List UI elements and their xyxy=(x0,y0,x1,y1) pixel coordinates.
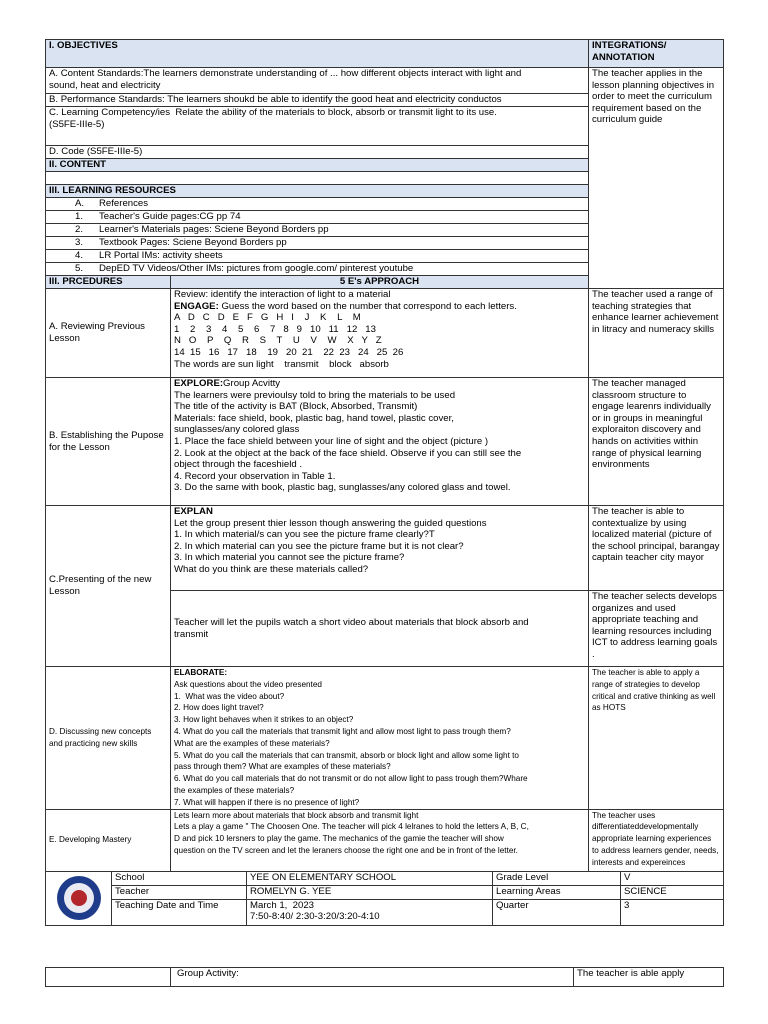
section-a-annotation: The teacher used a range of teaching strategies that enhance learner achievement in litracy and numeracy skills xyxy=(589,289,724,378)
code-row: D. Code (S5FE-IIIe-5) xyxy=(46,146,589,159)
section-d-content: ELABORATE: Ask questions about the video presented 1. What was the video about? 2. How does light travel? 3. How light behaves when it strikes to an object? 4. What do you call the materials that transmit light and allow most light to pass trough them? What are the examples of these materials? 5. What do you call the materials that can transmit, absorb or block light and allow some light to pass through them? What are examples of these materials? 6. What do you call materials that do not transmit or do not allow light to pass trough them?Whare the examples of these materials? 7. What will happen if there is no presence of light? xyxy=(171,667,589,810)
learning-competency: C. Learning Competency/ies Relate the ability of the materials to block, absorb or transmit light to its use. (S5FE-IIIe-5) xyxy=(46,107,589,146)
resource-item: 5. DepED TV Videos/Other IMs: pictures from google.com/ pinterest youtube xyxy=(46,263,589,276)
teacher-value: ROMELYN G. YEE xyxy=(247,885,493,899)
approach-header: 5 E's APPROACH xyxy=(171,276,589,289)
section-a-content: Review: identify the interaction of light to a material ENGAGE: Guess the word based on the number that correspond to each letters. A D C D E F G H I J K L M 1 2 3 4 5 6 7 8 9 10 11 12 13 N O P Q R S T U V W X Y Z 14 15 16 17 18 19 20 21 22 23 24 25 26 The words are sun light transmit block absorb xyxy=(171,289,589,378)
next-page-blank xyxy=(46,967,171,986)
next-page-annotation: The teacher is able apply xyxy=(574,967,724,986)
section-a-label: A. Reviewing Previous Lesson xyxy=(46,289,171,378)
section-e-content: Lets learn more about materials that block absorb and transmit light Lets a play a game " The Choosen One. The teacher will pick 4 lelranes to hold the letters A, B, C, D and pick 10 lersners to play the game. The mechanics of the gamie the teacher will show question on the TV screen and let the leraners choose the right one and be in front of the letter. xyxy=(171,809,589,871)
school-info-table xyxy=(45,871,724,926)
section-c-video: Teacher will let the pupils watch a short video about materials that block absorb and transmit xyxy=(171,591,589,667)
integrations-header: INTEGRATIONS/ ANNOTATION xyxy=(589,40,724,68)
section-c-video-annotation: The teacher selects develops organizes and used appropriate teaching and learning resources including ICT to address learning goals . xyxy=(589,591,724,667)
section-c-annotation: The teacher is able to contextualize by using localized material (picture of the school principal, barangay captain teacher city mayor xyxy=(589,506,724,591)
section-b-label: B. Establishing the Pupose for the Lesson xyxy=(46,378,171,506)
date-value: March 1, 2023 7:50-8:40/ 2:30-3:20/3:20-4:10 xyxy=(247,899,493,925)
resource-item: 3. Textbook Pages: Sciene Beyond Borders pp xyxy=(46,237,589,250)
lesson-plan-page xyxy=(45,39,723,987)
school-label: School xyxy=(112,871,247,885)
next-page-row xyxy=(45,967,724,987)
section-d-annotation: The teacher is able to apply a range of strategies to develop critical and crative thinking as well as HOTS xyxy=(589,667,724,810)
section-b-content: EXPLORE:Group Acvitty The learners were previoulsy told to bring the materials to be used The title of the activity is BAT (Block, Absorbed, Transmit) Materials: face shield, book, plastic bag, hand towel, plastic cover, sunglasses/any colored glass 1. Place the face shield between your line of sight and the object (picture ) 2. Look at the object at the back of the face shield. Observe if you can still see the object through the faceshield . 4. Record your observation in Table 1. 3. Do the same with book, plastic bag, sunglasses/any colored glass and towel. xyxy=(171,378,589,506)
resource-item: 2. Learner's Materials pages: Sciene Beyond Borders pp xyxy=(46,224,589,237)
deped-seal-icon xyxy=(57,876,101,920)
date-label: Teaching Date and Time xyxy=(112,899,247,925)
group-activity-label: Group Activity: xyxy=(171,967,574,986)
teacher-label: Teacher xyxy=(112,885,247,899)
grade-label: Grade Level xyxy=(493,871,621,885)
school-value: YEE ON ELEMENTARY SCHOOL xyxy=(247,871,493,885)
performance-standards: B. Performance Standards: The learners shoukd be able to identify the good heat and electricity conductos xyxy=(46,94,589,107)
section-b-annotation: The teacher managed classroom structure to engage learenrs individually or in groups in meaningful exploraiton discovery and hands on activities within range of physical learning environments xyxy=(589,378,724,506)
resource-item: A. References xyxy=(46,198,589,211)
content-standards: A. Content Standards:The learners demonstrate understanding of ... how different objects interact with light and sound, heat and electricity xyxy=(46,68,589,94)
lesson-plan-table xyxy=(45,39,724,872)
areas-label: Learning Areas xyxy=(493,885,621,899)
objectives-annotation: The teacher applies in the lesson planning objectives in order to meet the curriculum requirement based on the curriculum guide xyxy=(589,68,724,289)
resource-item: 4. LR Portal IMs: activity sheets xyxy=(46,250,589,263)
procedures-header: III. PRCEDURES xyxy=(46,276,171,289)
section-c-content: EXPLAN Let the group present thier lesson though answering the guided questions 1. In which material/s can you see the picture frame clearly?T 2. In which material can you see the picture frame but it is not clear? 3. In which material you cannot see the picture frame? What do you think are these materials called? xyxy=(171,506,589,591)
resource-item: 1. Teacher's Guide pages:CG pp 74 xyxy=(46,211,589,224)
objectives-header: I. OBJECTIVES xyxy=(46,40,589,68)
section-e-annotation: The teacher uses differentiateddevelopmentally appropriate learning experiences to address learners gender, needs, interests and expereinces xyxy=(589,809,724,871)
grade-value: V xyxy=(621,871,724,885)
section-d-label: D. Discussing new concepts and practicing new skills xyxy=(46,667,171,810)
content-header: II. CONTENT xyxy=(46,159,589,172)
section-e-label: E. Developing Mastery xyxy=(46,809,171,871)
quarter-value: 3 xyxy=(621,899,724,925)
resources-header: III. LEARNING RESOURCES xyxy=(46,185,589,198)
section-c-label: C.Presenting of the new Lesson xyxy=(46,506,171,667)
quarter-label: Quarter xyxy=(493,899,621,925)
content-blank xyxy=(46,172,589,185)
areas-value: SCIENCE xyxy=(621,885,724,899)
seal-cell xyxy=(46,871,112,925)
